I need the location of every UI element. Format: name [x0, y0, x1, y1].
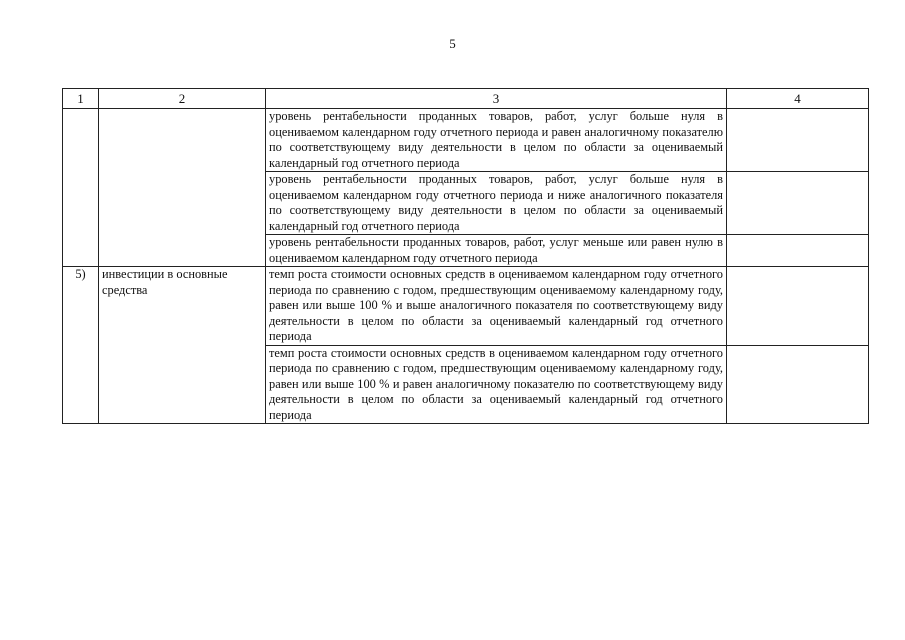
header-row — [63, 89, 869, 109]
criterion-name: инвестиции в основные средства — [99, 267, 266, 424]
criterion-name — [99, 109, 266, 267]
table-header — [63, 89, 869, 109]
row-number — [63, 109, 99, 267]
table-body — [63, 109, 869, 424]
table-row — [63, 109, 869, 172]
header-col-4: 4 — [727, 89, 869, 109]
criteria-table — [62, 88, 869, 424]
score-cell — [727, 345, 869, 424]
score-cell — [727, 235, 869, 267]
header-col-3: 3 — [266, 89, 727, 109]
score-cell — [727, 267, 869, 346]
page-number: 5 — [449, 36, 456, 51]
indicator-text: темп роста стоимости основных средств в оцениваемом календарном году отчетного периода по сравнению с годом, предшествующим оцениваемому календарному году, равен или выше 100 % и равен аналогичному показателю по соответствующему виду деятельности в целом по области за оцениваемый календарный год отчетного периода — [266, 345, 727, 424]
indicator-text: уровень рентабельности проданных товаров, работ, услуг меньше или равен нулю в оцениваемом календарном году отчетного периода — [266, 235, 727, 267]
indicator-text: уровень рентабельности проданных товаров, работ, услуг больше нуля в оцениваемом календарном году отчетного периода и равен аналогичному показателю по соответствующему виду деятельности в целом по области за оцениваемый календарный год отчетного периода — [266, 109, 727, 172]
score-cell — [727, 172, 869, 235]
score-cell — [727, 109, 869, 172]
indicator-text: уровень рентабельности проданных товаров, работ, услуг больше нуля в оцениваемом календарном году отчетного периода и ниже аналогичного показателя по соответствующему виду деятельности в целом по области за оцениваемый календарный год отчетного периода — [266, 172, 727, 235]
header-col-1: 1 — [63, 89, 99, 109]
table-row — [63, 267, 869, 346]
indicator-text: темп роста стоимости основных средств в оцениваемом календарном году отчетного периода по сравнению с годом, предшествующим оцениваемому календарному году, равен или выше 100 % и выше аналогичного показателя по соответствующему виду деятельности в целом по области за оцениваемый календарный год отчетного периода — [266, 267, 727, 346]
row-number: 5) — [63, 267, 99, 424]
header-col-2: 2 — [99, 89, 266, 109]
